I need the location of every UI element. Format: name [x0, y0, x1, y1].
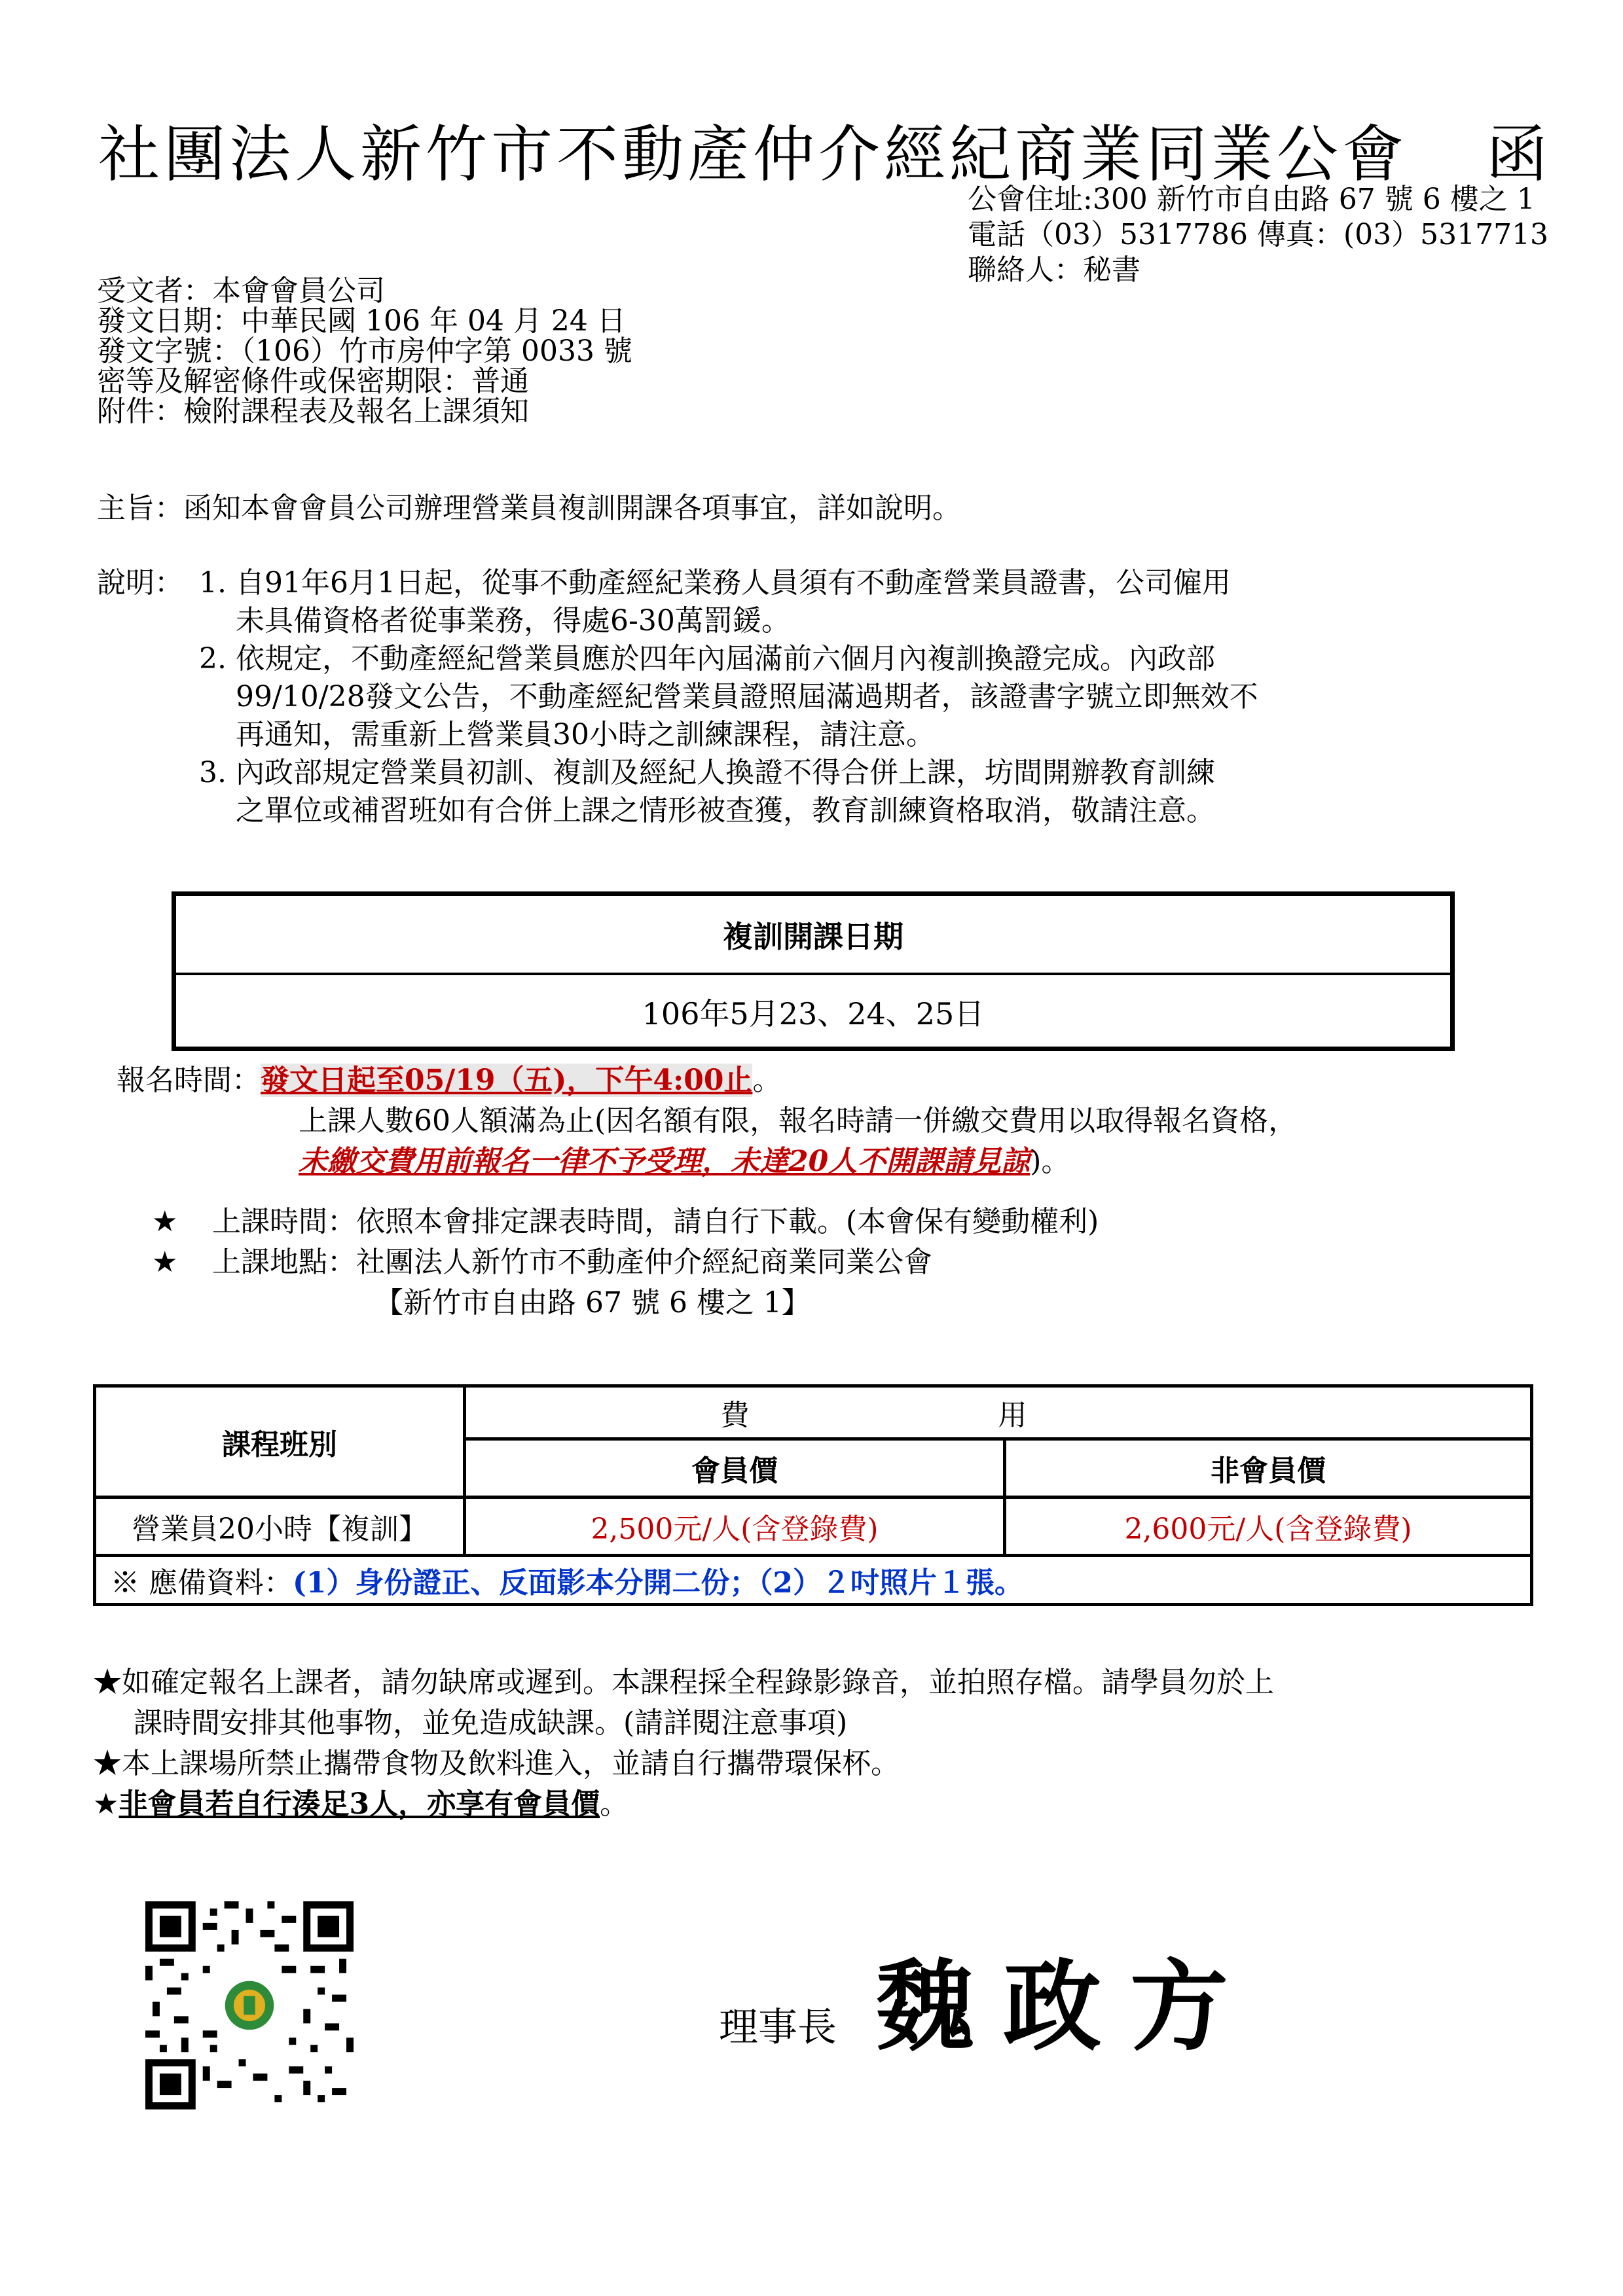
item-text: 99/10/28發文公告，不動產經紀營業員證照屆滿過期者，該證書字號立即無效不 — [236, 680, 1258, 713]
item-text: 內政部規定營業員初訓、複訓及經紀人換證不得合併上課，坊間開辦教育訓練 — [236, 756, 1215, 789]
item-text: 再通知，需重新上營業員30小時之訓練課程，請注意。 — [236, 718, 935, 751]
recipient: 受文者：本會會員公司 — [97, 274, 385, 308]
contact-line: 聯絡人：秘書 — [968, 253, 1140, 287]
star-icon: ★ — [93, 1787, 119, 1821]
item-text: 未具備資格者從事業務，得處6-30萬罰鍰。 — [236, 604, 790, 637]
explanation-block — [97, 564, 1258, 830]
explanation-lead: 說明： — [97, 566, 183, 600]
member-price-header: 會員價 — [465, 1439, 1005, 1498]
phone-line: 電話（03）5317786 傳真：(03）5317713 — [968, 218, 1549, 251]
nonmember-price-header: 非會員價 — [1005, 1439, 1532, 1498]
subject-line: 主旨：函知本會會員公司辦理營業員複訓開課各項事宜，詳如說明。 — [97, 492, 961, 525]
attachment: 附件：檢附課程表及報名上課須知 — [97, 395, 529, 428]
member-price-cell: 2,500元/人(含登錄費) — [465, 1498, 1005, 1556]
signature-block — [719, 1928, 1257, 2069]
item-text: 自91年6月1日起，從事不動產經紀業務人員須有不動產營業員證書，公司僱用 — [236, 566, 1231, 600]
contact-block — [968, 182, 1548, 288]
required-docs-label: ※ 應備資料： — [111, 1566, 293, 1600]
course-column-header: 課程班別 — [95, 1386, 465, 1498]
course-date-value: 106年5月23、24、25日 — [642, 996, 985, 1031]
class-place: 上課地點：社團法人新竹市不動產仲介經紀商業同業公會 — [212, 1246, 932, 1279]
item-number: 2. — [199, 642, 227, 675]
issue-date: 發文日期：中華民國 106 年 04 月 24 日 — [97, 304, 626, 338]
registration-label: 報名時間： — [117, 1064, 261, 1097]
meta-block — [97, 276, 632, 427]
qr-code-icon — [145, 1901, 354, 2109]
fee-column-header: 費用 — [465, 1386, 1532, 1439]
registration-block — [117, 1060, 1297, 1182]
signer-title: 理事長 — [719, 2005, 837, 2051]
note-no-food: ★本上課場所禁止攜帶食物及飲料進入，並請自行攜帶環保杯。 — [93, 1747, 900, 1780]
nonmember-price-cell: 2,600元/人(含登錄費) — [1005, 1498, 1532, 1556]
course-name-cell: 營業員20小時【複訓】 — [95, 1498, 465, 1556]
note-nonmember-discount: 非會員若自行湊足3人，亦享有會員價 — [119, 1787, 600, 1821]
security-level: 密等及解密條件或保密期限：普通 — [97, 365, 529, 398]
capacity-text: 上課人數60人額滿為止(因名額有限，報名時請一併繳交費用以取得報名資格， — [299, 1104, 1298, 1138]
notes-block — [93, 1662, 1274, 1825]
note-end: 。 — [600, 1787, 629, 1821]
doc-number: 發文字號：（106）竹市房仲字第 0033 號 — [97, 334, 632, 368]
star-icon: ★ — [152, 1246, 178, 1279]
class-place-address: 【新竹市自由路 67 號 6 樓之 1】 — [374, 1286, 811, 1319]
fee-table — [93, 1384, 1533, 1606]
table-row — [95, 1498, 1532, 1556]
class-time: 上課時間：依照本會排定課表時間，請自行下載。(本會保有變動權利) — [212, 1205, 1099, 1238]
registration-period: 發文日起至05/19（五)，下午4:00止 — [261, 1064, 753, 1097]
payment-warning: 未繳交費用前報名一律不予受理，未達20人不開課請見諒 — [299, 1145, 1030, 1178]
note-attendance: ★如確定報名上課者，請勿缺席或遲到。本課程採全程錄影錄音，並拍照存檔。請學員勿於上 — [93, 1666, 1274, 1699]
address-line: 公會住址:300 新竹市自由路 67 號 6 樓之 1 — [968, 183, 1535, 216]
course-date-header: 複訓開課日期 — [176, 896, 1450, 975]
item-text: 依規定，不動產經紀營業員應於四年內屆滿前六個月內複訓換證完成。內政部 — [236, 642, 1215, 675]
required-docs-row — [95, 1556, 1532, 1605]
item-number: 3. — [199, 756, 227, 789]
item-text: 之單位或補習班如有合併上課之情形被查獲，教育訓練資格取消，敬請注意。 — [236, 794, 1215, 827]
course-date-box — [172, 891, 1455, 1051]
warning-end: )。 — [1030, 1145, 1070, 1178]
signer-name: 魏政方 — [876, 1950, 1258, 2064]
doc-type: 函 — [1486, 119, 1552, 190]
registration-period-end: 。 — [752, 1064, 782, 1097]
item-number: 1. — [199, 566, 227, 600]
required-docs-value: (1）身份證正、反面影本分開二份；（2）２吋照片１張。 — [293, 1566, 1024, 1600]
star-icon: ★ — [152, 1205, 178, 1238]
document-title — [98, 105, 1552, 193]
class-info-block — [152, 1202, 1099, 1323]
org-name: 社團法人新竹市不動產仲介經紀商業同業公會 — [98, 119, 1408, 190]
note-attendance-cont: 課時間安排其他事物，並免造成缺課。(請詳閱注意事項) — [134, 1706, 848, 1740]
